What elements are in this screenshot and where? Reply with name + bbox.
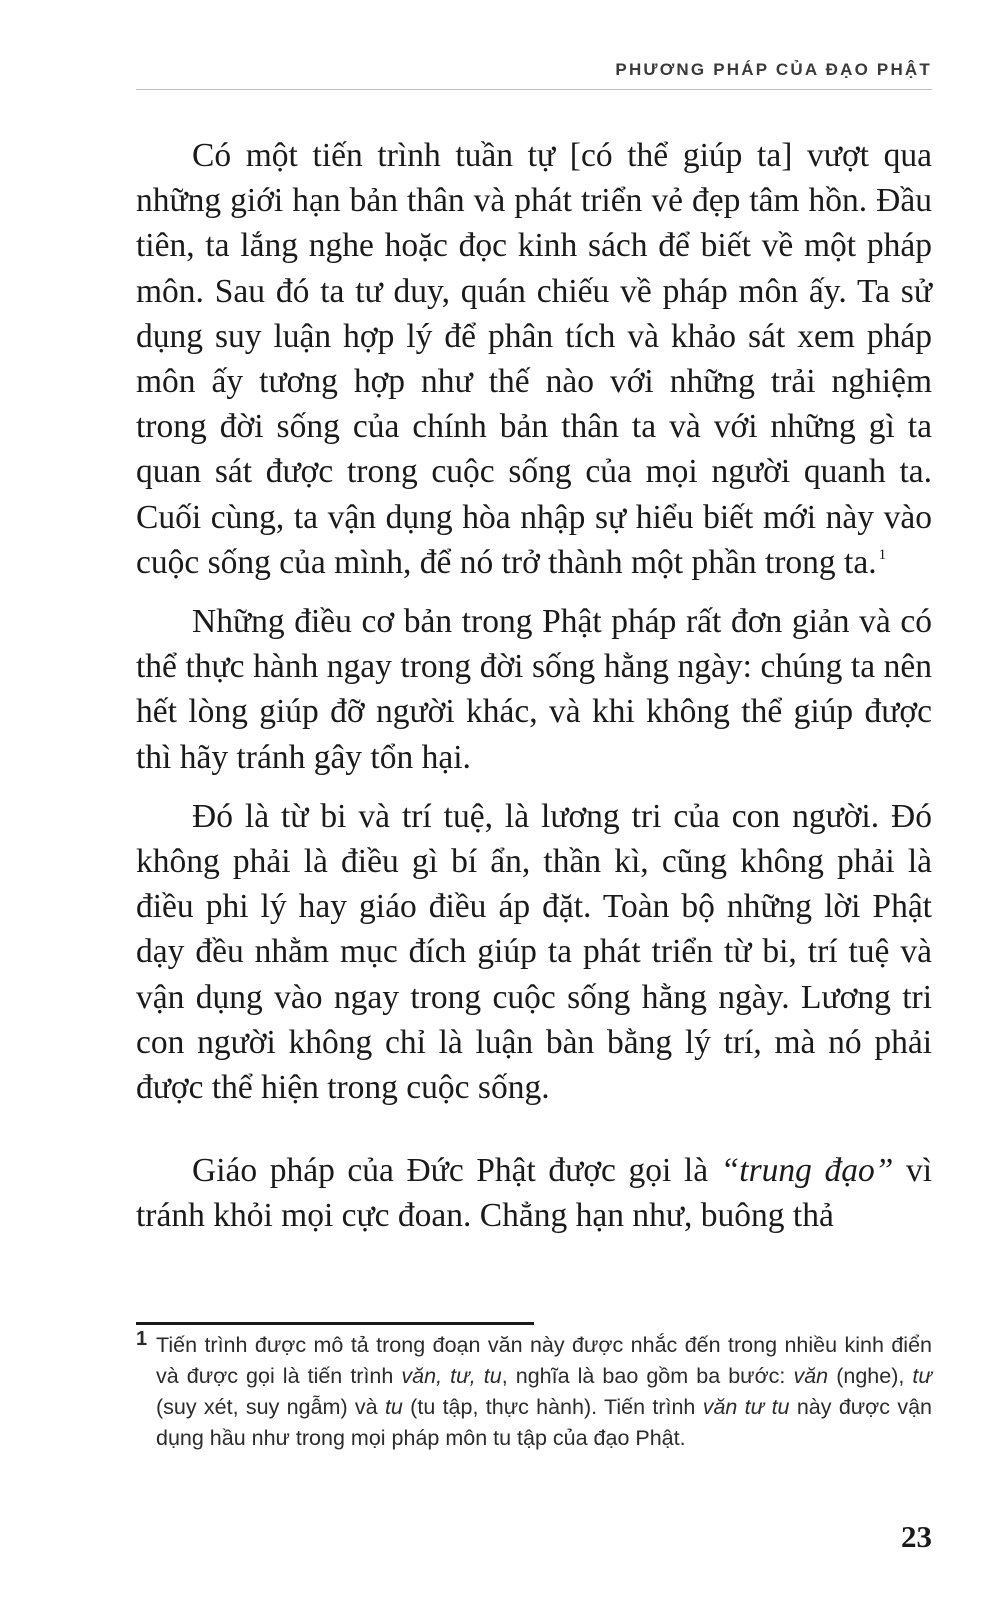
- body-text: [136, 133, 932, 1253]
- footnote-reference[interactable]: 1: [878, 546, 887, 563]
- footnote-text-part: (suy xét, suy ngẫm) và: [156, 1395, 385, 1419]
- footnote-emphasis: văn tư tu: [702, 1395, 790, 1419]
- footnote-divider: [136, 1322, 534, 1325]
- footnote-emphasis: tu: [384, 1395, 403, 1419]
- running-header: PHƯƠNG PHÁP CỦA ĐẠO PHẬT: [136, 60, 932, 90]
- footnote-text-part: , nghĩa là bao gồm ba bước:: [501, 1364, 794, 1388]
- footnote-number: 1: [136, 1328, 148, 1350]
- footnote-emphasis: văn, tư, tu: [401, 1364, 502, 1388]
- paragraph-1: [136, 133, 932, 585]
- footnote-text-part: (nghe),: [828, 1364, 913, 1388]
- paragraph-4: [136, 1148, 932, 1238]
- paragraph-4-text-end: vì tránh khỏi mọi cực đoan. Chẳng hạn như, buông thả: [136, 1152, 933, 1235]
- paragraph-2: Những điều cơ bản trong Phật pháp rất đơn giản và có thể thực hành ngay trong đời sống hằng ngày: chúng ta nên hết lòng giúp đỡ người khác, và khi không thể giúp được thì hãy tránh gây tổn hại.: [136, 603, 932, 776]
- footnote-text-part: (tu tập, thực hành). Tiến trình: [402, 1395, 703, 1419]
- footnote: [136, 1330, 932, 1454]
- page-number: 23: [901, 1519, 932, 1554]
- paragraph-1-text: Có một tiến trình tuần tự [có thể giúp ta] vượt qua những giới hạn bản thân và phát triển vẻ đẹp tâm hồn. Đầu tiên, ta lắng nghe hoặc đọc kinh sách để biết về một pháp môn. Sau đó ta tư duy, quán chiếu về pháp môn ấy. Ta sử dụng suy luận hợp lý để phân tích và khảo sát xem pháp môn ấy tương hợp như thế nào với những trải nghiệm trong đời sống của chính bản thân ta và với những gì ta quan sát được trong cuộc sống của mọi người quanh ta. Cuối cùng, ta vận dụng hòa nhập sự hiểu biết mới này vào cuộc sống của mình, để nó trở thành một phần trong ta.: [136, 137, 932, 581]
- footnote-text: [156, 1330, 932, 1454]
- paragraph-3: Đó là từ bi và trí tuệ, là lương tri của con người. Đó không phải là điều gì bí ẩn, thần kì, cũng không phải là điều phi lý hay giáo điều áp đặt. Toàn bộ những lời Phật dạy đều nhằm mục đích giúp ta phát triển từ bi, trí tuệ và vận dụng vào ngay trong cuộc sống hằng ngày. Lương tri con người không chỉ là luận bàn bằng lý trí, mà nó phải được thể hiện trong cuộc sống.: [136, 797, 932, 1107]
- footnote-text-part: này được vận dụng hầu như trong mọi pháp môn tu tập của đạo Phật.: [156, 1395, 932, 1450]
- paragraph-4-emphasis: “trung đạo”: [720, 1152, 894, 1190]
- paragraph-4-text-start: Giáo pháp của Đức Phật được gọi là: [192, 1152, 721, 1190]
- footnote-emphasis: tư: [912, 1364, 933, 1388]
- footnote-emphasis: văn: [793, 1364, 829, 1388]
- footnote-text-part: Tiến trình được mô tả trong đoạn văn này được nhắc đến trong nhiều kinh điển và được gọi là tiến trình: [156, 1333, 932, 1388]
